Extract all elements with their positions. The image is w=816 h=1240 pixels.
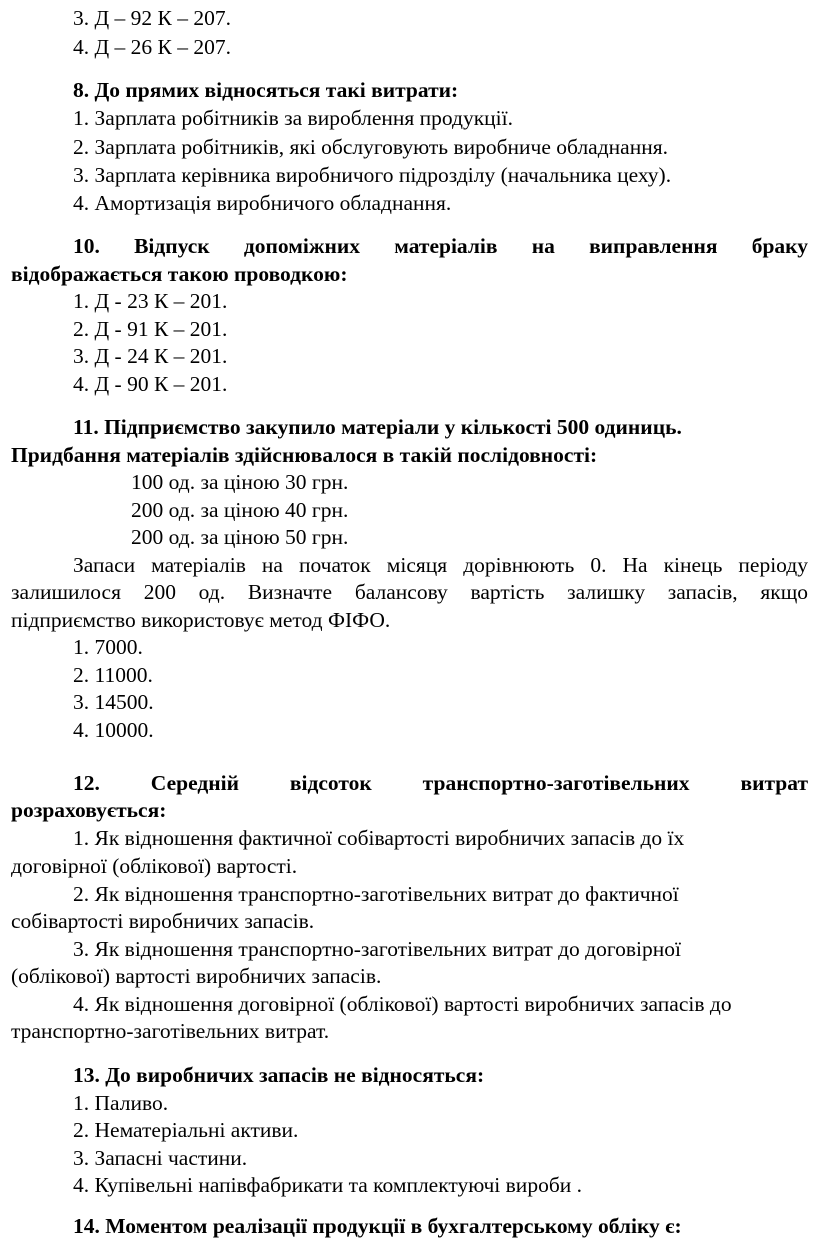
q10-option-2: 2. Д - 91 К – 201.: [73, 317, 228, 341]
q8-heading: 8. До прямих відносяться такі витрати:: [73, 78, 459, 102]
q12-option-4-line1: 4. Як відношення договірної (облікової) вартості виробничих запасів до: [73, 992, 732, 1016]
q11-heading-line1: 11. Підприємство закупило матеріали у кількості 500 одиниць.: [73, 415, 682, 439]
q12-option-4-line2: транспортно-заготівельних витрат.: [11, 1019, 330, 1043]
q10-option-3: 3. Д - 24 К – 201.: [73, 344, 228, 368]
top-option-4: 4. Д – 26 К – 207.: [73, 35, 232, 59]
q14-heading: 14. Моментом реалізації продукції в бухгалтерському обліку є:: [73, 1214, 682, 1238]
q13-option-3: 3. Запасні частини.: [73, 1146, 248, 1170]
q10-heading-line1: 10. Відпуск допоміжних матеріалів на виправлення браку: [73, 234, 808, 258]
q8-option-4: 4. Амортизація виробничого обладнання.: [73, 191, 452, 215]
q13-heading: 13. До виробничих запасів не відносяться:: [73, 1063, 485, 1087]
q11-purchase-1: 100 од. за ціною 30 грн.: [131, 470, 349, 494]
q11-text-line2: залишилося 200 од. Визначте балансову вартість залишку запасів, якщо: [11, 580, 808, 604]
q11-option-1: 1. 7000.: [73, 635, 143, 659]
q8-option-2: 2. Зарплата робітників, які обслуговують виробниче обладнання.: [73, 135, 668, 159]
q10-heading-line2: відображається такою проводкою:: [11, 262, 348, 286]
q11-text-line3: підприємство використовує метод ФІФО.: [11, 608, 391, 632]
q11-purchase-2: 200 од. за ціною 40 грн.: [131, 498, 349, 522]
q12-option-2-line1: 2. Як відношення транспортно-заготівельних витрат до фактичної: [73, 882, 679, 906]
q11-option-3: 3. 14500.: [73, 690, 154, 714]
q11-option-4: 4. 10000.: [73, 718, 154, 742]
q11-purchase-3: 200 од. за ціною 50 грн.: [131, 525, 349, 549]
q8-option-3: 3. Зарплата керівника виробничого підрозділу (начальника цеху).: [73, 163, 672, 187]
q12-heading-line2: розраховується:: [11, 798, 167, 822]
q12-option-1-line2: договірної (облікової) вартості.: [11, 854, 298, 878]
q13-option-4: 4. Купівельні напівфабрикати та комплектуючі вироби .: [73, 1173, 583, 1197]
q12-option-3-line2: (облікової) вартості виробничих запасів.: [11, 964, 382, 988]
q12-option-1-line1: 1. Як відношення фактичної собівартості виробничих запасів до їх: [73, 826, 685, 850]
q11-option-2: 2. 11000.: [73, 663, 153, 687]
q13-option-2: 2. Нематеріальні активи.: [73, 1118, 299, 1142]
q12-option-2-line2: собівартості виробничих запасів.: [11, 909, 315, 933]
q13-option-1: 1. Паливо.: [73, 1091, 169, 1115]
q10-option-4: 4. Д - 90 К – 201.: [73, 372, 228, 396]
q11-text-line1: Запаси матеріалів на початок місяця дорівнюють 0. На кінець періоду: [73, 553, 808, 577]
q10-option-1: 1. Д - 23 К – 201.: [73, 289, 228, 313]
top-option-3: 3. Д – 92 К – 207.: [73, 6, 232, 30]
q11-heading-line2: Придбання матеріалів здійснювалося в такій послідовності:: [11, 443, 598, 467]
q12-heading-line1: 12. Середній відсоток транспортно-заготівельних витрат: [73, 771, 808, 795]
q12-option-3-line1: 3. Як відношення транспортно-заготівельних витрат до договірної: [73, 937, 681, 961]
q8-option-1: 1. Зарплата робітників за вироблення продукції.: [73, 106, 513, 130]
